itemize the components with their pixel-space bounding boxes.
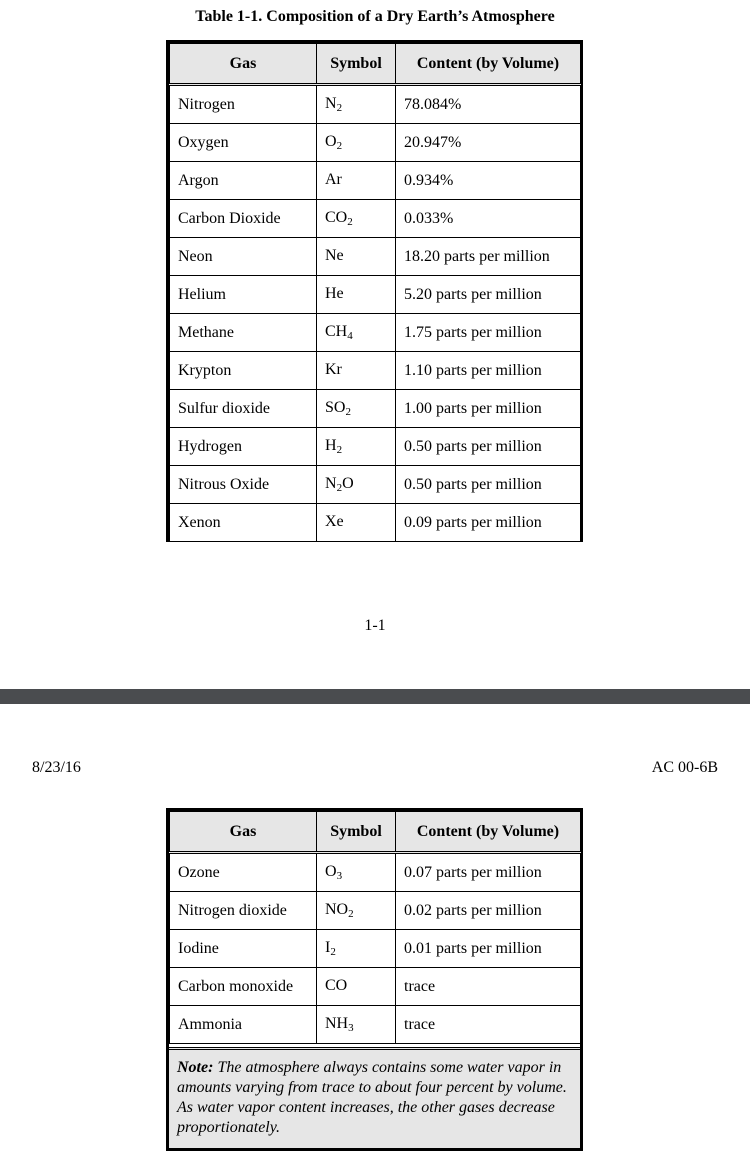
table-row xyxy=(170,200,581,238)
header-symbol: Symbol xyxy=(317,44,396,85)
gas-name-cell: Helium xyxy=(170,276,317,314)
page-separator xyxy=(0,689,750,704)
gas-symbol-cell xyxy=(317,352,396,390)
gas-name-cell: Neon xyxy=(170,238,317,276)
symbol-main: N xyxy=(325,475,337,492)
header-date: 8/23/16 xyxy=(32,759,81,776)
table-header-row xyxy=(170,812,581,853)
table-row xyxy=(170,85,581,124)
symbol-main: CO xyxy=(325,977,348,994)
symbol-subscript: 2 xyxy=(330,946,336,958)
note-label: Note: xyxy=(177,1059,214,1076)
table-row xyxy=(170,314,581,352)
gas-symbol-cell xyxy=(317,504,396,542)
gas-symbol-cell xyxy=(317,892,396,930)
gas-content-cell: 0.033% xyxy=(396,200,581,238)
table-row xyxy=(170,930,581,968)
gas-content-cell: trace xyxy=(396,1006,581,1044)
gas-name-cell: Xenon xyxy=(170,504,317,542)
table-row xyxy=(170,276,581,314)
table-body xyxy=(170,853,581,1044)
gas-symbol-cell xyxy=(317,238,396,276)
table-row xyxy=(170,124,581,162)
document-page-2 xyxy=(0,704,750,1171)
gas-symbol-cell xyxy=(317,466,396,504)
gas-symbol-cell xyxy=(317,968,396,1006)
gas-name-cell: Ammonia xyxy=(170,1006,317,1044)
atmosphere-composition-table xyxy=(166,40,583,542)
gas-symbol-cell xyxy=(317,162,396,200)
gas-symbol-cell xyxy=(317,200,396,238)
table-note xyxy=(169,1047,580,1148)
atmosphere-composition-table-continued xyxy=(166,808,583,1151)
symbol-main: H xyxy=(325,437,337,454)
table-row xyxy=(170,504,581,542)
gas-symbol-cell xyxy=(317,85,396,124)
table-row xyxy=(170,390,581,428)
symbol-main: N xyxy=(325,95,337,112)
gas-name-cell: Nitrogen xyxy=(170,85,317,124)
gas-symbol-cell xyxy=(317,314,396,352)
table-row xyxy=(170,968,581,1006)
symbol-subscript: 2 xyxy=(345,406,351,418)
symbol-main: O xyxy=(325,133,337,150)
gas-content-cell: 18.20 parts per million xyxy=(396,238,581,276)
header-document-id: AC 00-6B xyxy=(651,759,718,776)
gas-content-cell: 0.07 parts per million xyxy=(396,853,581,892)
table-row xyxy=(170,853,581,892)
header-gas: Gas xyxy=(170,812,317,853)
symbol-main: CH xyxy=(325,323,348,340)
gas-symbol-cell xyxy=(317,428,396,466)
gas-content-cell: 0.50 parts per million xyxy=(396,466,581,504)
symbol-main: NO xyxy=(325,901,349,918)
table-row xyxy=(170,466,581,504)
note-text: The atmosphere always contains some water vapor in amounts varying from trace to about four percent by volume. As water vapor content increases, the other gases decrease proportionately. xyxy=(177,1059,567,1136)
symbol-main: NH xyxy=(325,1015,349,1032)
gas-name-cell: Krypton xyxy=(170,352,317,390)
symbol-main: He xyxy=(325,285,344,302)
symbol-main: Kr xyxy=(325,361,342,378)
gas-name-cell: Hydrogen xyxy=(170,428,317,466)
gas-content-cell: 0.50 parts per million xyxy=(396,428,581,466)
gas-content-cell: 1.00 parts per million xyxy=(396,390,581,428)
gas-name-cell: Carbon Dioxide xyxy=(170,200,317,238)
symbol-subscript: 2 xyxy=(348,908,354,920)
gas-name-cell: Sulfur dioxide xyxy=(170,390,317,428)
symbol-main: Ne xyxy=(325,247,344,264)
table-row xyxy=(170,162,581,200)
symbol-subscript: 4 xyxy=(347,330,353,342)
header-gas: Gas xyxy=(170,44,317,85)
gas-symbol-cell xyxy=(317,930,396,968)
gas-content-cell: 5.20 parts per million xyxy=(396,276,581,314)
symbol-main: I xyxy=(325,939,331,956)
symbol-subscript: 2 xyxy=(336,482,343,494)
gas-name-cell: Argon xyxy=(170,162,317,200)
symbol-main: CO xyxy=(325,209,348,226)
header-content: Content (by Volume) xyxy=(396,44,581,85)
symbol-main: Xe xyxy=(325,513,344,530)
table-row xyxy=(170,1006,581,1044)
gas-content-cell: 0.01 parts per million xyxy=(396,930,581,968)
symbol-subscript: 2 xyxy=(336,140,343,152)
table-row xyxy=(170,352,581,390)
symbol-main: SO xyxy=(325,399,346,416)
gas-content-cell: trace xyxy=(396,968,581,1006)
symbol-subscript: 2 xyxy=(336,102,343,114)
table-caption: Table 1-1. Composition of a Dry Earth’s Atmosphere xyxy=(195,8,555,25)
gas-name-cell: Oxygen xyxy=(170,124,317,162)
gas-content-cell: 1.10 parts per million xyxy=(396,352,581,390)
gas-content-cell: 1.75 parts per million xyxy=(396,314,581,352)
symbol-tail: O xyxy=(342,475,354,492)
gas-name-cell: Iodine xyxy=(170,930,317,968)
table-row xyxy=(170,892,581,930)
header-content: Content (by Volume) xyxy=(396,812,581,853)
symbol-subscript: 3 xyxy=(348,1022,354,1034)
gas-name-cell: Nitrous Oxide xyxy=(170,466,317,504)
gas-name-cell: Ozone xyxy=(170,853,317,892)
gas-content-cell: 20.947% xyxy=(396,124,581,162)
table-row xyxy=(170,428,581,466)
gas-symbol-cell xyxy=(317,124,396,162)
gas-content-cell: 0.02 parts per million xyxy=(396,892,581,930)
symbol-subscript: 2 xyxy=(347,216,353,228)
gas-content-cell: 78.084% xyxy=(396,85,581,124)
gas-symbol-cell xyxy=(317,853,396,892)
gas-content-cell: 0.09 parts per million xyxy=(396,504,581,542)
symbol-main: Ar xyxy=(325,171,342,188)
page-number: 1-1 xyxy=(364,617,386,634)
gas-symbol-cell xyxy=(317,276,396,314)
gas-name-cell: Carbon monoxide xyxy=(170,968,317,1006)
gas-symbol-cell xyxy=(317,390,396,428)
symbol-subscript: 2 xyxy=(336,444,343,456)
gas-name-cell: Nitrogen dioxide xyxy=(170,892,317,930)
symbol-main: O xyxy=(325,863,337,880)
gas-content-cell: 0.934% xyxy=(396,162,581,200)
table-header-row xyxy=(170,44,581,85)
table-row xyxy=(170,238,581,276)
symbol-subscript: 3 xyxy=(336,870,343,882)
gas-symbol-cell xyxy=(317,1006,396,1044)
gas-name-cell: Methane xyxy=(170,314,317,352)
table-body xyxy=(170,85,581,542)
header-symbol: Symbol xyxy=(317,812,396,853)
